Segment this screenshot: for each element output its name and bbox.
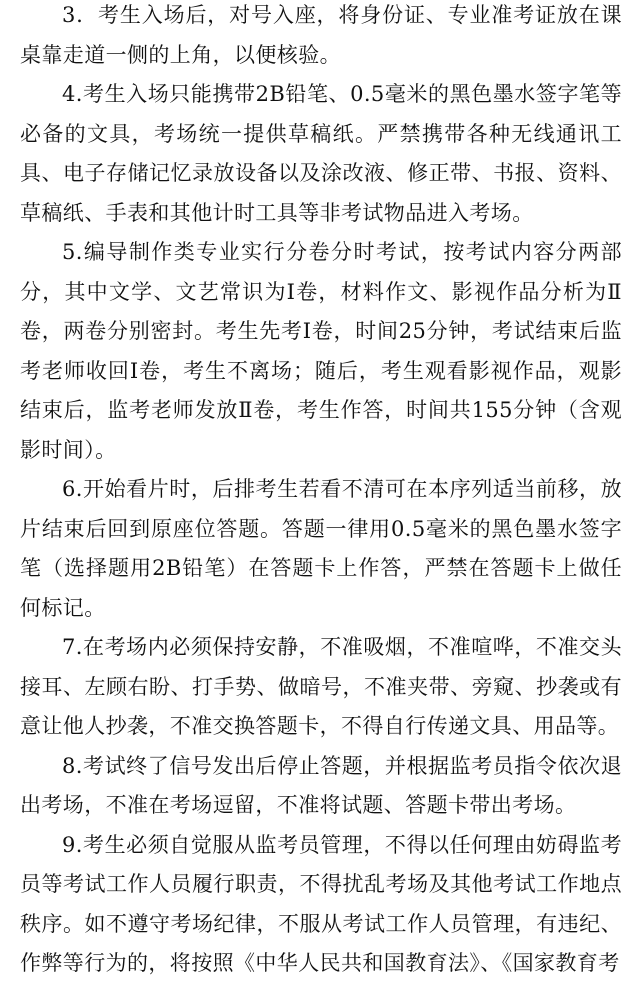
paragraph-rule-7: 7.在考场内必须保持安静，不准吸烟，不准喧哗，不准交头接耳、左顾右盼、打手势、做暗号，不准夹带、旁窥、抄袭或有意让他人抄袭，不准交换答题卡，不得自行传递文具、用品等。 — [20, 635, 622, 738]
paragraph-rule-9: 9.考生必须自觉服从监考员管理，不得以任何理由妨碍监考员等考试工作人员履行职责，不得扰乱考场及其他考试工作地点秩序。如不遵守考场纪律，不服从考试工作人员管理，有违纪、作弊等行为的，将按照《中华人民共和国教育法》、《国家教育考 — [20, 832, 622, 975]
paragraph-rule-6: 6.开始看片时，后排考生若看不清可在本序列适当前移，放片结束后回到原座位答题。答题一律用0.5毫米的黑色墨水签字笔（选择题用2B铅笔）在答题卡上作答，严禁在答题卡上做任何标记。 — [20, 477, 622, 620]
paragraph-rule-3: 3．考生入场后，对号入座，将身份证、专业准考证放在课桌靠走道一侧的上角，以便核验。 — [20, 3, 622, 67]
paragraph-rule-8: 8.考试终了信号发出后停止答题，并根据监考员指令依次退出考场，不准在考场逗留，不准将试题、答题卡带出考场。 — [20, 753, 622, 817]
paragraph-rule-5: 5.编导制作类专业实行分卷分时考试，按考试内容分两部分，其中文学、文艺常识为Ⅰ卷，材料作文、影视作品分析为Ⅱ卷，两卷分别密封。考生先考Ⅰ卷，时间25分钟，考试结束后监考老师收回Ⅰ卷，考生不离场；随后，考生观看影视作品，观影结束后，监考老师发放Ⅱ卷，考生作答，时间共155分钟（含观影时间）。 — [20, 240, 622, 462]
paragraph-rule-4: 4.考生入场只能携带2B铅笔、0.5毫米的黑色墨水签字笔等必备的文具，考场统一提供草稿纸。严禁携带各种无线通讯工具、电子存储记忆录放设备以及涂改液、修正带、书报、资料、草稿纸、手表和其他计时工具等非考试物品进入考场。 — [20, 82, 622, 225]
